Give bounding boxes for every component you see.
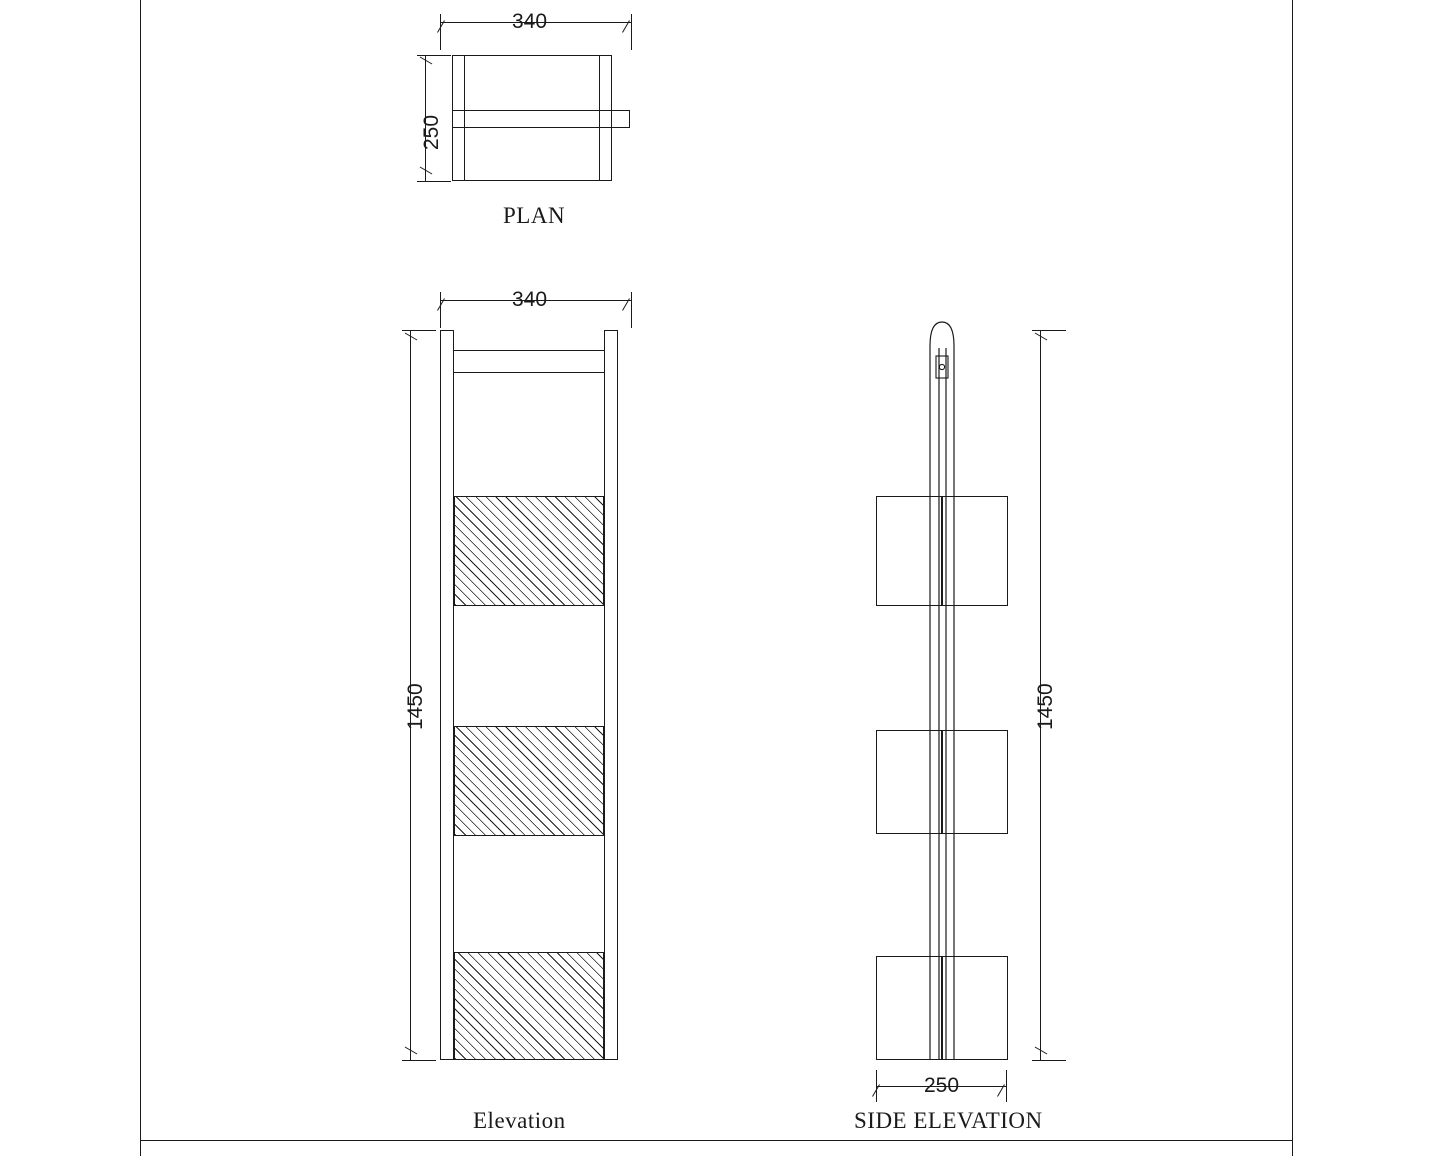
elevation-width-dim-text: 340 — [512, 288, 548, 311]
side-height-dim-text: 1450 — [1034, 683, 1057, 730]
side-height-ext-bottom — [1032, 1060, 1066, 1061]
elevation-title-label: Elevation — [473, 1108, 566, 1133]
screw-hole-icon — [939, 364, 944, 369]
plan-title-label: PLAN — [503, 203, 566, 228]
side-shelf-1-right — [942, 496, 1008, 606]
plan-width-dim-text: 340 — [512, 10, 548, 33]
side-elevation-title-label: SIDE ELEVATION — [854, 1108, 1043, 1133]
side-shelf-2-left — [876, 730, 942, 834]
side-depth-ext-left — [876, 1070, 877, 1102]
side-shelf-3-left — [876, 956, 942, 1060]
plan-depth-dim-text: 250 — [420, 114, 443, 150]
elevation-height-dim-text: 1450 — [404, 683, 427, 730]
side-shelf-2-right — [942, 730, 1008, 834]
side-depth-dim-text: 250 — [924, 1074, 960, 1097]
side-shelf-3-right — [942, 956, 1008, 1060]
side-depth-ext-right — [1006, 1070, 1007, 1102]
side-shelf-1-left — [876, 496, 942, 606]
side-height-ext-top — [1032, 330, 1066, 331]
